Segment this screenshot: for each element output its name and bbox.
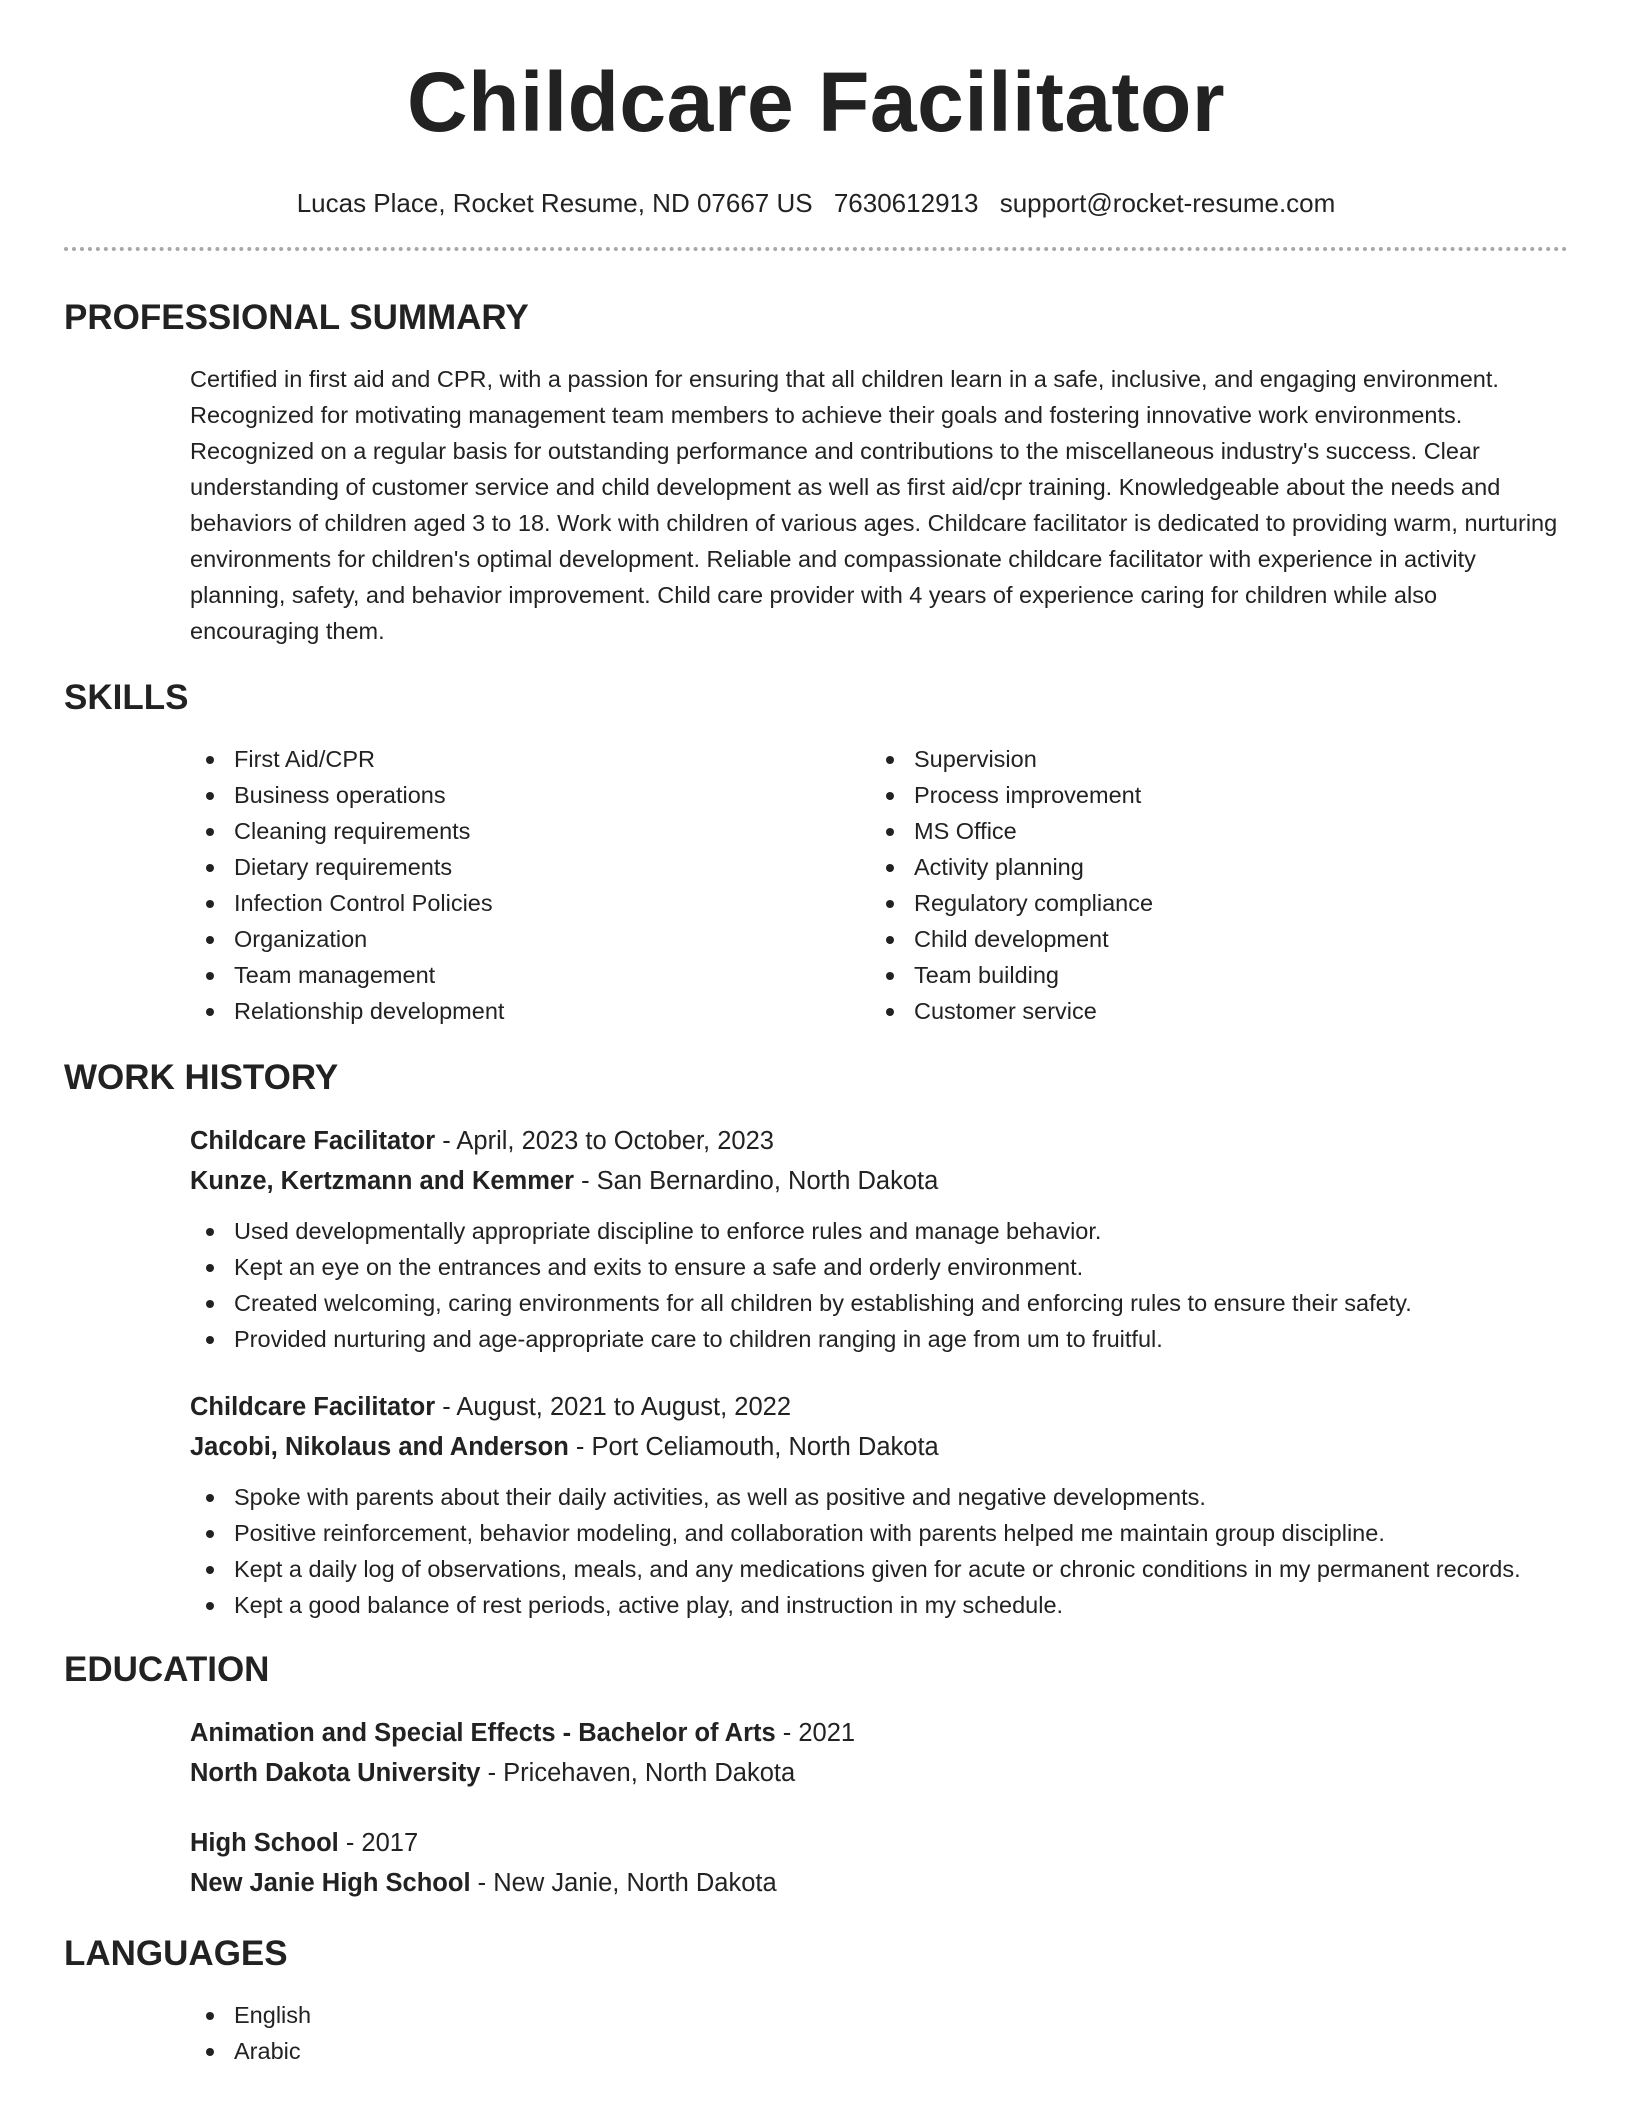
job-duties-list (190, 1479, 1568, 1623)
school-location: - Pricehaven, North Dakota (480, 1759, 796, 1788)
section-title-summary: PROFESSIONAL SUMMARY (64, 298, 529, 338)
school-name: New Janie High School (190, 1869, 471, 1898)
skill-item: Activity planning (870, 849, 1550, 885)
skill-item: First Aid/CPR (190, 741, 870, 777)
language-item: English (190, 1997, 1568, 2033)
education-entry (190, 1713, 1568, 1793)
skill-item: MS Office (870, 813, 1550, 849)
job-title-line (190, 1387, 1568, 1427)
skill-item: Organization (190, 921, 870, 957)
employer-line (190, 1427, 1568, 1467)
skill-item: Infection Control Policies (190, 885, 870, 921)
skills-column-right (870, 741, 1550, 1029)
contact-email: support@rocket-resume.com (999, 188, 1336, 218)
skill-item: Relationship development (190, 993, 870, 1029)
employer-name: Jacobi, Nikolaus and Anderson (190, 1433, 569, 1462)
skill-item: Dietary requirements (190, 849, 870, 885)
school-line (190, 1863, 1568, 1903)
school-name: North Dakota University (190, 1759, 481, 1788)
contact-address: Lucas Place, Rocket Resume, ND 07667 US (296, 188, 813, 218)
job-title-line (190, 1121, 1568, 1161)
job-duty-item: Kept a good balance of rest periods, active play, and instruction in my schedule. (190, 1587, 1568, 1623)
skill-item: Business operations (190, 777, 870, 813)
languages-list (190, 1997, 1568, 2069)
skill-item: Regulatory compliance (870, 885, 1550, 921)
degree-name: Animation and Special Effects - Bachelor of Arts (190, 1719, 776, 1748)
job-dates: - August, 2021 to August, 2022 (435, 1393, 792, 1422)
graduation-year: - 2017 (338, 1829, 419, 1858)
summary-text: Certified in first aid and CPR, with a passion for ensuring that all children learn in a safe, inclusive, and engaging environment. Recognized for motivating management team members to achieve their goals and fostering innovative work environments. Recognized on a regular basis for outstanding performance and contributions to the miscellaneous industry's success. Clear understanding of customer service and child development as well as first aid/cpr training. Knowledgeable about the needs and behaviors of children aged 3 to 18. Work with children of various ages. Childcare facilitator is dedicated to providing warm, nurturing environments for children's optimal development. Reliable and compassionate childcare facilitator with experience in activity planning, safety, and behavior improvement. Child care provider with 4 years of experience caring for children while also encouraging them. (190, 366, 1558, 645)
work-entry (190, 1387, 1568, 1623)
resume-title: Childcare Facilitator (406, 55, 1226, 149)
section-title-languages: LANGUAGES (64, 1934, 288, 1974)
graduation-year: - 2021 (775, 1719, 856, 1748)
skill-item: Child development (870, 921, 1550, 957)
skill-item: Team building (870, 957, 1550, 993)
job-duty-item: Used developmentally appropriate discipline to enforce rules and manage behavior. (190, 1213, 1568, 1249)
header-divider (64, 247, 1568, 251)
contact-info (64, 188, 1568, 219)
school-location: - New Janie, North Dakota (470, 1869, 777, 1898)
job-title: Childcare Facilitator (190, 1393, 436, 1422)
employer-line (190, 1161, 1568, 1201)
skill-item: Customer service (870, 993, 1550, 1029)
job-duty-item: Provided nurturing and age-appropriate care to children ranging in age from um to fruitful. (190, 1321, 1568, 1357)
job-duty-item: Kept a daily log of observations, meals, and any medications given for acute or chronic conditions in my permanent records. (190, 1551, 1568, 1587)
work-entry (190, 1121, 1568, 1357)
skills-column-left (190, 741, 870, 1029)
section-title-education: EDUCATION (64, 1650, 270, 1690)
job-duties-list (190, 1213, 1568, 1357)
school-line (190, 1753, 1568, 1793)
degree-line (190, 1823, 1568, 1863)
job-dates: - April, 2023 to October, 2023 (435, 1127, 774, 1156)
employer-location: - Port Celiamouth, North Dakota (568, 1433, 939, 1462)
degree-line (190, 1713, 1568, 1753)
skill-item: Supervision (870, 741, 1550, 777)
contact-phone: 7630612913 (833, 188, 979, 218)
section-title-work-history: WORK HISTORY (64, 1058, 339, 1098)
job-duty-item: Spoke with parents about their daily activities, as well as positive and negative developments. (190, 1479, 1568, 1515)
section-title-skills: SKILLS (64, 678, 189, 718)
degree-name: High School (190, 1829, 339, 1858)
education-entry (190, 1823, 1568, 1903)
skills-grid (190, 741, 1568, 1029)
language-item: Arabic (190, 2033, 1568, 2069)
employer-name: Kunze, Kertzmann and Kemmer (190, 1167, 574, 1196)
skill-item: Cleaning requirements (190, 813, 870, 849)
employer-location: - San Bernardino, North Dakota (574, 1167, 939, 1196)
job-duty-item: Positive reinforcement, behavior modeling, and collaboration with parents helped me maintain group discipline. (190, 1515, 1568, 1551)
skill-item: Team management (190, 957, 870, 993)
job-duty-item: Kept an eye on the entrances and exits to ensure a safe and orderly environment. (190, 1249, 1568, 1285)
skill-item: Process improvement (870, 777, 1550, 813)
job-duty-item: Created welcoming, caring environments for all children by establishing and enforcing rules to ensure their safety. (190, 1285, 1568, 1321)
job-title: Childcare Facilitator (190, 1127, 436, 1156)
